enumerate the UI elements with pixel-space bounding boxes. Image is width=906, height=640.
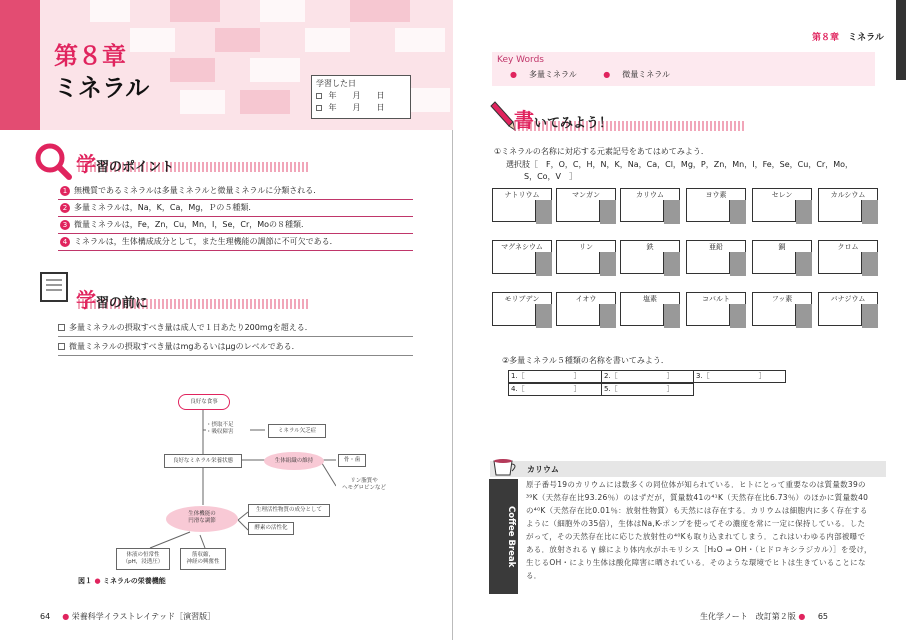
coffee-break-side-label: Coffee Break bbox=[506, 506, 516, 568]
answer-row-1 bbox=[508, 370, 786, 383]
element-symbol-input[interactable] bbox=[556, 304, 600, 326]
node-func: 生体機能の 円滑な調節 bbox=[166, 506, 238, 532]
element-cell-label: イオウ bbox=[556, 292, 616, 304]
element-symbol-input[interactable] bbox=[620, 252, 664, 274]
element-cell-label: カルシウム bbox=[818, 188, 878, 200]
chapter-number: 第８章 bbox=[54, 42, 126, 70]
coffee-break-body: 原子番号19のカリウムには数多くの同位体が知られている．ヒトにとって重要なのは質量数39の³⁹K（天然存在比93.26％）のはずだが，質量数41の⁴¹K（天然存在比6.73％）のほかに質量数40の⁴⁰K（天然存在比0.01％：放射性物質）も天然には存在する．カリウムは細胞内に多く存在するように（細胞外の35倍），生体はNa,K-ポンプを使ってその濃度を常に一定に保持している．したがって，その天然存在比に応じた放射性の⁴⁰Kも取り込まれてしまう．これはいわゆる内部被曝である．放射される γ 線により体内水がホモリシス［H₂O ⇒ OH・（ヒドロキシラジカル）］を受け，生じるOH・により生体は酸化障害に晒されている．そのような環境でヒトは生きていることになる． bbox=[526, 480, 872, 580]
point-item: 1 無機質であるミネラルは多量ミネラルと微量ミネラルに分類される． bbox=[58, 183, 413, 200]
element-cell-label: 亜鉛 bbox=[686, 240, 746, 252]
element-cell bbox=[556, 188, 616, 224]
question-1: ①ミネラルの名称に対応する元素記号をあてはめてみよう． bbox=[494, 147, 709, 156]
answer-field-5[interactable]: 5.［ ］ bbox=[601, 384, 674, 395]
element-symbol-input[interactable] bbox=[620, 200, 664, 222]
element-cell bbox=[620, 240, 680, 276]
element-symbol-input[interactable] bbox=[492, 200, 536, 222]
element-cell-label: 銅 bbox=[752, 240, 812, 252]
cell-shadow bbox=[664, 252, 680, 276]
element-symbol-input[interactable] bbox=[818, 304, 862, 326]
element-symbol-input[interactable] bbox=[492, 252, 536, 274]
checkbox[interactable] bbox=[58, 324, 65, 331]
element-cell bbox=[686, 188, 746, 224]
element-cell bbox=[620, 292, 680, 328]
study-date-box bbox=[311, 75, 411, 119]
answer-row-2 bbox=[508, 383, 694, 396]
coffee-break-title: カリウム bbox=[527, 465, 559, 474]
element-cell bbox=[620, 188, 680, 224]
keyword-item: ● 微量ミネラル bbox=[603, 70, 671, 79]
keywords-list bbox=[510, 69, 694, 80]
cell-shadow bbox=[862, 304, 878, 328]
node-fluid: 体液の恒常性 （pH，浸透圧） bbox=[116, 548, 170, 570]
left-footer: 64 ● 栄養科学イラストレイテッド［演習版］ bbox=[40, 612, 216, 621]
keyword-item: ● 多量ミネラル bbox=[510, 70, 577, 79]
element-symbol-input[interactable] bbox=[686, 304, 730, 326]
element-cell bbox=[492, 188, 552, 224]
node-hb: リン脂質や ヘモグロビンなど bbox=[336, 478, 392, 494]
question-1-choices-2: S，Co，V ］ bbox=[524, 172, 578, 181]
element-cell bbox=[556, 240, 616, 276]
page-edge-tab bbox=[896, 0, 906, 80]
element-cell-label: 鉄 bbox=[620, 240, 680, 252]
element-symbol-input[interactable] bbox=[752, 304, 796, 326]
element-cell-label: フッ素 bbox=[752, 292, 812, 304]
node-tissue: 生体組織の維持 bbox=[264, 452, 324, 470]
element-cell-label: セレン bbox=[752, 188, 812, 200]
cell-shadow bbox=[796, 252, 812, 276]
answer-field-3[interactable]: 3.［ ］ bbox=[693, 371, 766, 382]
cell-shadow bbox=[600, 252, 616, 276]
points-list bbox=[58, 183, 413, 251]
node-state: 良好なミネラル栄養状態 bbox=[164, 454, 242, 468]
element-symbol-input[interactable] bbox=[818, 252, 862, 274]
node-good-diet: 良好な食事 bbox=[178, 394, 230, 410]
cell-shadow bbox=[664, 200, 680, 224]
node-enzyme: 酵素の活性化 bbox=[248, 522, 294, 535]
element-symbol-input[interactable] bbox=[686, 252, 730, 274]
node-nerve: 筋収縮， 神経の興奮性 bbox=[180, 548, 226, 570]
answer-field-1[interactable]: 1.［ ］ bbox=[511, 372, 581, 380]
cell-shadow bbox=[730, 200, 746, 224]
keywords-title: Key Words bbox=[497, 55, 544, 65]
study-date-label: 学習した日 bbox=[316, 79, 356, 88]
element-symbol-input[interactable] bbox=[620, 304, 664, 326]
book-icon bbox=[38, 270, 72, 304]
figure-caption: 図１ ● ミネラルの栄養機能 bbox=[78, 577, 166, 585]
element-cell-label: 塩素 bbox=[620, 292, 680, 304]
element-cell-label: リン bbox=[556, 240, 616, 252]
element-symbol-input[interactable] bbox=[752, 252, 796, 274]
element-cell bbox=[492, 292, 552, 328]
pre-title: 学習の前に bbox=[76, 288, 149, 312]
chapter-title: ミネラル bbox=[54, 74, 150, 102]
element-cell bbox=[818, 240, 878, 276]
cell-shadow bbox=[536, 200, 552, 224]
element-cell bbox=[818, 292, 878, 328]
element-cell bbox=[818, 188, 878, 224]
element-symbol-input[interactable] bbox=[492, 304, 536, 326]
node-bone: 骨・歯 bbox=[338, 454, 366, 467]
element-cell bbox=[686, 240, 746, 276]
cell-shadow bbox=[862, 252, 878, 276]
element-cell-label: マグネシウム bbox=[492, 240, 552, 252]
element-cell bbox=[752, 188, 812, 224]
element-symbol-input[interactable] bbox=[686, 200, 730, 222]
cell-shadow bbox=[862, 200, 878, 224]
point-item: 2 多量ミネラルは，Na，K，Ca，Mg，Ｐの５種類． bbox=[58, 200, 413, 217]
element-cell-label: ヨウ素 bbox=[686, 188, 746, 200]
point-item: 4 ミネラルは，生体構成成分として，また生理機能の調節に不可欠である． bbox=[58, 234, 413, 251]
point-item: 3 微量ミネラルは，Fe，Zn，Cu，Mn，I，Se，Cr，Moの８種類． bbox=[58, 217, 413, 234]
cell-shadow bbox=[730, 304, 746, 328]
element-cell bbox=[492, 240, 552, 276]
points-title: 学習のポイント bbox=[76, 152, 175, 176]
cell-shadow bbox=[600, 304, 616, 328]
element-cell-label: ナトリウム bbox=[492, 188, 552, 200]
answer-field-4[interactable]: 4.［ ］ bbox=[511, 385, 581, 393]
element-cell bbox=[556, 292, 616, 328]
cell-shadow bbox=[796, 200, 812, 224]
element-cell bbox=[686, 292, 746, 328]
right-footer: 生化学ノート 改訂第２版 ● 65 bbox=[700, 612, 829, 621]
node-deficiency: ミネラル欠乏症 bbox=[268, 424, 326, 438]
cell-shadow bbox=[600, 200, 616, 224]
pre-item[interactable]: 多量ミネラルの摂取すべき量は成人で１日あたり200mgを超える． bbox=[58, 318, 413, 337]
pre-list bbox=[58, 318, 413, 356]
cell-shadow bbox=[536, 304, 552, 328]
cell-shadow bbox=[536, 252, 552, 276]
element-symbol-input[interactable] bbox=[818, 200, 862, 222]
element-cell bbox=[752, 240, 812, 276]
write-title: 書いてみよう！ bbox=[514, 108, 613, 132]
element-cell-label: コバルト bbox=[686, 292, 746, 304]
element-cell-label: クロム bbox=[818, 240, 878, 252]
element-symbol-input[interactable] bbox=[556, 252, 600, 274]
magnifier-icon bbox=[34, 142, 72, 180]
right-running-head: 第８章 ミネラル bbox=[812, 33, 884, 43]
element-cell-label: バナジウム bbox=[818, 292, 878, 304]
node-bioactive: 生理活性物質の成分として bbox=[248, 504, 330, 517]
element-cell-label: カリウム bbox=[620, 188, 680, 200]
question-1-choices: 選択肢［ F，O，C，H，N，K，Na，Ca，Cl，Mg，P，Zn，Mn，I，Fe，Se，Cu，Cr，Mo， bbox=[506, 160, 854, 169]
pre-item[interactable]: 微量ミネラルの摂取すべき量はmgあるいはμgのレベルである． bbox=[58, 337, 413, 356]
cell-shadow bbox=[730, 252, 746, 276]
element-cell-label: マンガン bbox=[556, 188, 616, 200]
element-cell-label: モリブデン bbox=[492, 292, 552, 304]
study-date-row-1[interactable]: 年 月 日 bbox=[316, 90, 406, 102]
checkbox[interactable] bbox=[58, 343, 65, 350]
cell-shadow bbox=[796, 304, 812, 328]
question-2: ②多量ミネラル５種類の名称を書いてみよう． bbox=[502, 356, 669, 365]
answer-field-2[interactable]: 2.［ ］ bbox=[601, 371, 674, 382]
element-cell bbox=[752, 292, 812, 328]
study-date-row-2[interactable]: 年 月 日 bbox=[316, 102, 406, 114]
node-intake: ・摂取不足 ・吸収障害 bbox=[206, 422, 250, 440]
cell-shadow bbox=[664, 304, 680, 328]
pencil-icon bbox=[487, 100, 517, 132]
coffee-cup-icon bbox=[490, 455, 522, 479]
element-symbol-input[interactable] bbox=[556, 200, 600, 222]
chapter-side-bar bbox=[0, 0, 40, 130]
element-symbol-input[interactable] bbox=[752, 200, 796, 222]
